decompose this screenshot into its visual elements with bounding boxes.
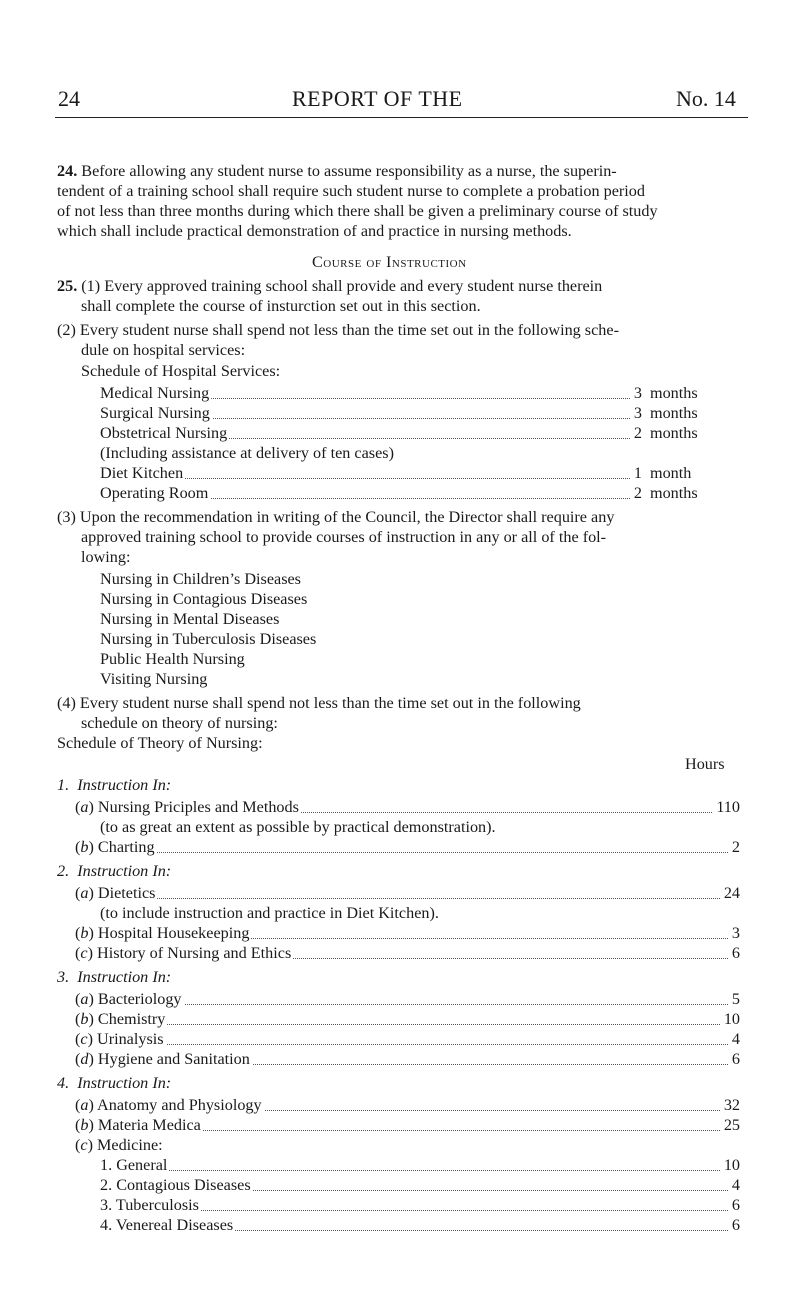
course-item: Nursing in Children’s Diseases: [100, 570, 301, 588]
theory-row: 3. Tuberculosis 6: [100, 1196, 740, 1214]
service-unit: months: [650, 404, 698, 422]
theory-row: (d) Hygiene and Sanitation 6: [75, 1050, 740, 1068]
theory-row: (b) Materia Medica 25: [75, 1116, 740, 1134]
service-row: Diet Kitchen 1: [100, 464, 642, 482]
service-unit: month: [650, 464, 692, 482]
theory-subheading: (c) Medicine:: [75, 1136, 163, 1154]
paragraph-line: which shall include practical demonstration of and practice in nursing methods.: [57, 222, 572, 240]
paragraph-line: shall complete the course of insturction set out in this section.: [81, 297, 481, 315]
running-title: REPORT OF THE: [292, 86, 463, 111]
theory-row: (a) Anatomy and Physiology 32: [75, 1096, 740, 1114]
service-note: (Including assistance at delivery of ten cases): [100, 444, 394, 462]
course-item: Nursing in Tuberculosis Diseases: [100, 630, 317, 648]
service-row: Obstetrical Nursing 2: [100, 424, 642, 442]
group-heading: 3. Instruction In:: [57, 968, 172, 986]
paragraph-line: of not less than three months during which there shall be given a preliminary course of study: [57, 202, 658, 220]
group-heading: 4. Instruction In:: [57, 1074, 172, 1092]
theory-row: 4. Venereal Diseases 6: [100, 1216, 740, 1234]
service-row: Surgical Nursing 3: [100, 404, 642, 422]
theory-row: (b) Charting 2: [75, 838, 740, 856]
section-number: 24.: [57, 162, 78, 180]
theory-note: (to as great an extent as possible by practical demonstration).: [100, 818, 496, 836]
paragraph-line: dule on hospital services:: [81, 341, 246, 359]
issue-number: No. 14: [676, 86, 736, 111]
paragraph-line: approved training school to provide courses of instruction in any or all of the fol-: [81, 528, 607, 546]
course-heading: Course of Instruction: [312, 253, 467, 271]
service-unit: months: [650, 484, 698, 502]
course-item: Visiting Nursing: [100, 670, 208, 688]
theory-row: (a) Nursing Priciples and Methods 110: [75, 798, 740, 816]
group-heading: 2. Instruction In:: [57, 862, 172, 880]
section-number: 25.: [57, 277, 78, 295]
paragraph-line: (1) Every approved training school shall provide and every student nurse therein: [81, 277, 603, 295]
paragraph-line: tendent of a training school shall require such student nurse to complete a probation period: [57, 182, 645, 200]
theory-row: (c) History of Nursing and Ethics 6: [75, 944, 740, 962]
course-item: Public Health Nursing: [100, 650, 245, 668]
service-unit: months: [650, 424, 698, 442]
paragraph-line: (4) Every student nurse shall spend not less than the time set out in the following: [57, 694, 581, 712]
theory-row: 1. General 10: [100, 1156, 740, 1174]
paragraph-line: Before allowing any student nurse to assume responsibility as a nurse, the superin-: [81, 162, 617, 180]
schedule-title: Schedule of Hospital Services:: [81, 362, 281, 380]
hours-column-header: Hours: [685, 755, 725, 773]
theory-row: (a) Bacteriology 5: [75, 990, 740, 1008]
theory-row: (b) Hospital Housekeeping 3: [75, 924, 740, 942]
header-rule: [55, 117, 748, 118]
theory-row: (c) Urinalysis 4: [75, 1030, 740, 1048]
theory-row: (b) Chemistry 10: [75, 1010, 740, 1028]
paragraph-line: schedule on theory of nursing:: [81, 714, 278, 732]
paragraph-line: (3) Upon the recommendation in writing of the Council, the Director shall require any: [57, 508, 615, 526]
page-number: 24: [58, 86, 80, 111]
theory-row: 2. Contagious Diseases 4: [100, 1176, 740, 1194]
theory-row: (a) Dietetics 24: [75, 884, 740, 902]
course-item: Nursing in Contagious Diseases: [100, 590, 308, 608]
service-row: Medical Nursing 3: [100, 384, 642, 402]
theory-note: (to include instruction and practice in Diet Kitchen).: [100, 904, 439, 922]
theory-schedule-title: Schedule of Theory of Nursing:: [57, 734, 263, 752]
service-row: Operating Room 2: [100, 484, 642, 502]
paragraph-line: (2) Every student nurse shall spend not less than the time set out in the following sche-: [57, 321, 619, 339]
service-unit: months: [650, 384, 698, 402]
group-heading: 1. Instruction In:: [57, 776, 172, 794]
course-item: Nursing in Mental Diseases: [100, 610, 280, 628]
paragraph-line: lowing:: [81, 548, 131, 566]
